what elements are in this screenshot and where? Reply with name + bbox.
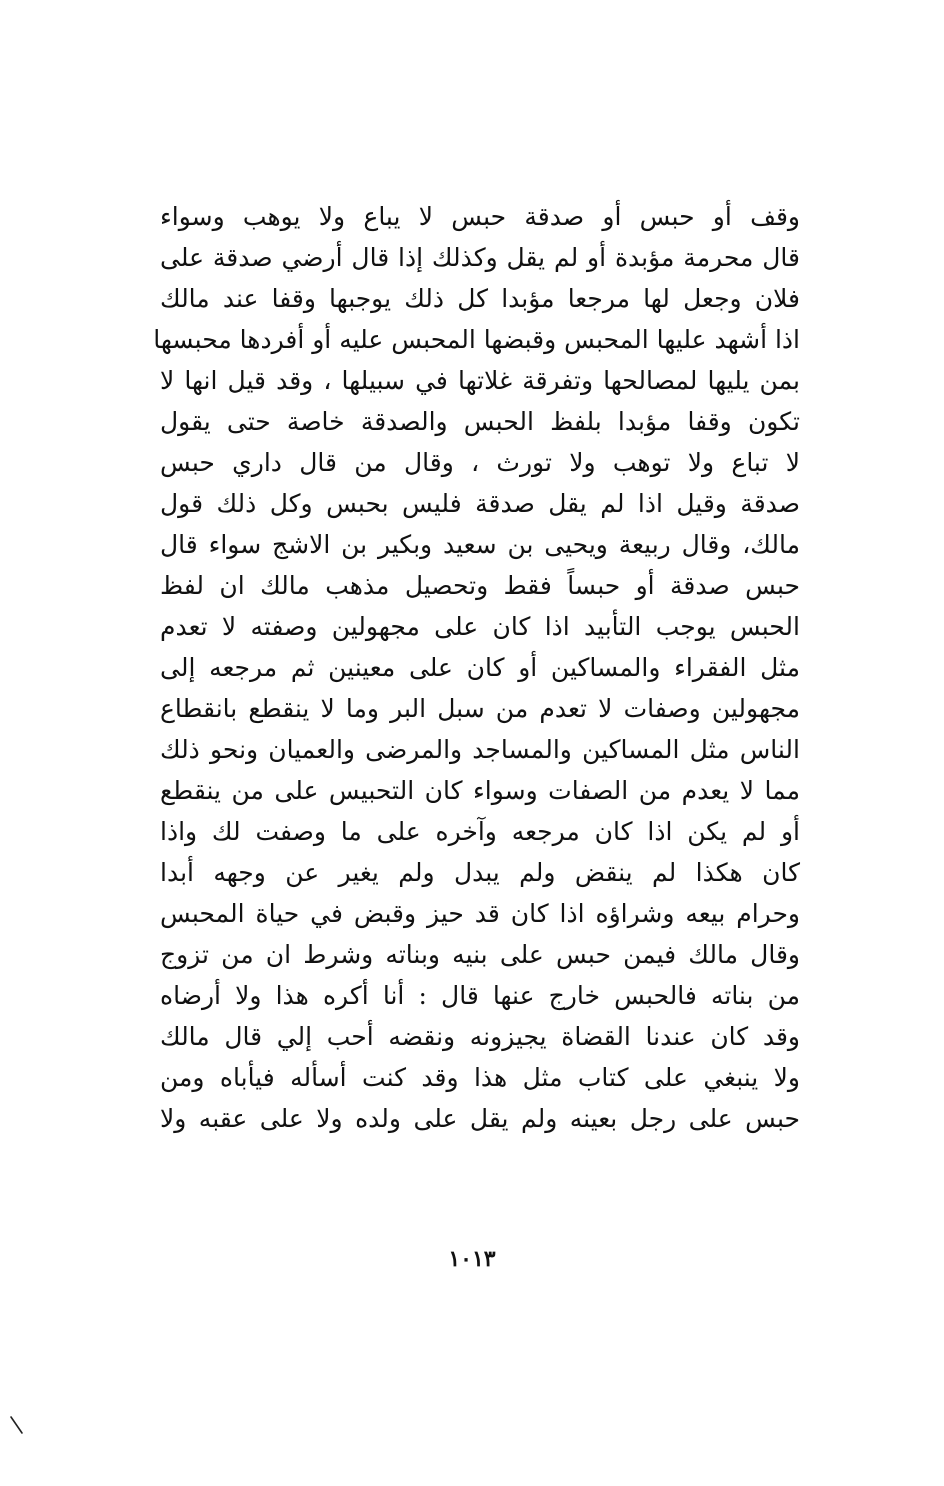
text-line: حبس على رجل بعينه ولم يقل على ولده ولا على عقبه ولا — [160, 1104, 800, 1133]
text-line: قال محرمة مؤبدة أو لم يقل وكذلك إذا قال أرضي صدقة على — [160, 243, 800, 272]
text-line: فلان وجعل لها مرجعا مؤبدا كل ذلك يوجبها وقفا عند مالك — [160, 284, 800, 313]
text-line: مجهولين وصفات لا تعدم من سبل البر وما لا ينقطع بانقطاع — [160, 694, 800, 723]
text-line: كان هكذا لم ينقض ولم يبدل ولم يغير عن وجهه أبدا — [160, 858, 800, 887]
text-line: تكون وقفا مؤبدا بلفظ الحبس والصدقة خاصة حتى يقول — [160, 407, 800, 436]
text-line: الحبس يوجب التأبيد اذا كان على مجهولين وصفته لا تعدم — [160, 612, 800, 641]
page-number: ١٠١٣ — [448, 1246, 496, 1272]
text-line: صدقة وقيل اذا لم يقل صدقة فليس بحبس وكل ذلك قول — [160, 489, 800, 518]
text-line: مثل الفقراء والمساكين أو كان على معينين ثم مرجعه إلى — [160, 653, 800, 682]
text-line: مما لا يعدم من الصفات وسواء كان التحبيس على من ينقطع — [160, 776, 800, 805]
text-line: مالك، وقال ربيعة ويحيى بن سعيد وبكير بن الاشج سواء قال — [160, 530, 800, 559]
text-line: ولا ينبغي على كتاب مثل هذا وقد كنت أسأله فيأباه ومن — [160, 1063, 800, 1092]
text-line: حبس صدقة أو حبساً فقط وتحصيل مذهب مالك ان لفظ — [160, 571, 800, 600]
text-line: لا تباع ولا توهب ولا تورث ، وقال من قال داري حبس — [160, 448, 800, 477]
body-text — [153, 196, 800, 1139]
text-line: وحرام بيعه وشراؤه اذا كان قد حيز وقبض في حياة المحبس — [160, 899, 800, 928]
text-line: وقال مالك فيمن حبس على بنيه وبناته وشرط ان من تزوج — [160, 940, 800, 969]
text-line: أو لم يكن اذا كان مرجعه وآخره على ما وصفت لك واذا — [160, 817, 800, 846]
text-line: من بناته فالحبس خارج عنها قال : أنا أكره هذا ولا أرضاه — [160, 981, 800, 1010]
text-line: بمن يليها لمصالحها وتفرقة غلاتها في سبيلها ، وقد قيل انها لا — [160, 366, 800, 395]
scan-mark — [8, 1414, 26, 1436]
text-line: وقد كان عندنا القضاة يجيزونه ونقضه أحب إلي قال مالك — [160, 1022, 800, 1051]
text-line: الناس مثل المساكين والمساجد والمرضى والعميان ونحو ذلك — [160, 735, 800, 764]
text-line: وقف أو حبس أو صدقة حبس لا يباع ولا يوهب وسواء — [160, 202, 800, 231]
text-line: اذا أشهد عليها المحبس وقبضها المحبس عليه أو أفردها محبسها — [153, 325, 800, 354]
